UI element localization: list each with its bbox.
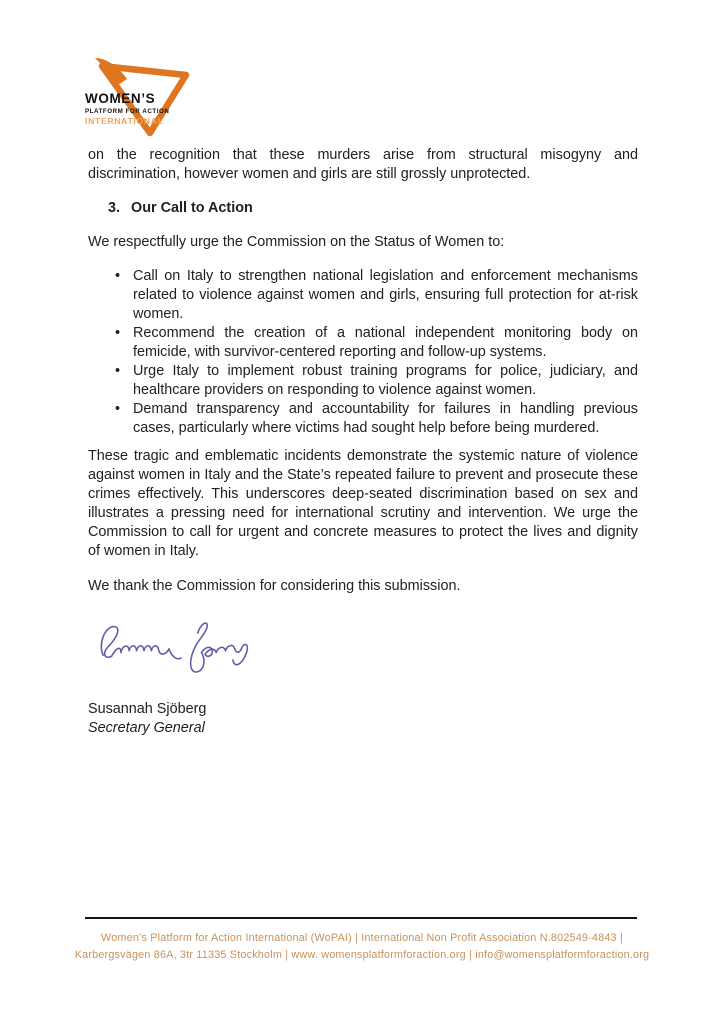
section-heading-text: Our Call to Action — [131, 200, 253, 216]
list-item-text: Demand transparency and accountability for failures in handling previous cases, particularly where victims had sought help before being murdered. — [133, 401, 638, 436]
paragraph-intro-continued: on the recognition that these murders arise from structural misogyny and discrimination, however women and girls are still grossly unprotected. — [88, 147, 638, 182]
footer-line-1: Women’s Platform for Action International (WoPAI) | International Non Profit Association N.802549-4843 | — [101, 932, 623, 944]
signature-block — [94, 615, 638, 679]
bullet-icon: • — [115, 401, 121, 417]
logo-platform-label: PLATFORM FOR ACTION — [85, 107, 170, 115]
footer-line-2: Karbergsvägen 86A, 3tr 11335 Stockholm | www. womensplatformforaction.org | info@womensplatformforaction.org — [74, 949, 650, 961]
handwritten-signature-image — [94, 615, 256, 679]
list-item — [88, 267, 638, 324]
logo-womens-label: WOMEN’S — [85, 91, 156, 106]
paragraph-urge: We respectfully urge the Commission on the Status of Women to: — [88, 234, 505, 250]
paragraph-thanks: We thank the Commission for considering this submission. — [88, 578, 461, 594]
list-item — [88, 362, 638, 400]
paragraph-closing: These tragic and emblematic incidents demonstrate the systemic nature of violence against women in Italy and the State’s repeated failure to prevent and prosecute these crimes effectively. This underscores deep-seated discrimination based on sex and illustrates a pressing need for international scrutiny and intervention. We urge the Commission to call for urgent and concrete measures to protect the lives and dignity of women in Italy. — [88, 448, 638, 559]
list-item-text: Urge Italy to implement robust training programs for police, judiciary, and healthcare providers on responding to violence against women. — [133, 363, 638, 398]
signatory-title: Secretary General — [88, 720, 205, 736]
list-item-text: Recommend the creation of a national independent monitoring body on femicide, with survivor-centered reporting and follow-up systems. — [133, 325, 638, 360]
signatory-block — [88, 700, 638, 738]
bullet-icon: • — [115, 363, 121, 379]
bullet-icon: • — [115, 325, 121, 341]
letter-body — [88, 146, 638, 738]
list-item — [88, 400, 638, 438]
call-to-action-list — [88, 267, 638, 438]
logo-wordmark — [85, 92, 169, 125]
list-item — [88, 324, 638, 362]
wopai-logo — [84, 50, 196, 142]
list-item-text: Call on Italy to strengthen national legislation and enforcement mechanisms related to violence against women and girls, ensuring full protection for at-risk women. — [133, 268, 638, 322]
logo-international-label: INTERNATIONAL — [85, 115, 164, 126]
section-heading-number: 3. — [108, 200, 121, 216]
signatory-name: Susannah Sjöberg — [88, 701, 207, 717]
section-heading-call-to-action — [88, 199, 638, 218]
bullet-icon: • — [115, 268, 121, 284]
footer-divider — [85, 917, 637, 919]
footer — [44, 930, 680, 964]
